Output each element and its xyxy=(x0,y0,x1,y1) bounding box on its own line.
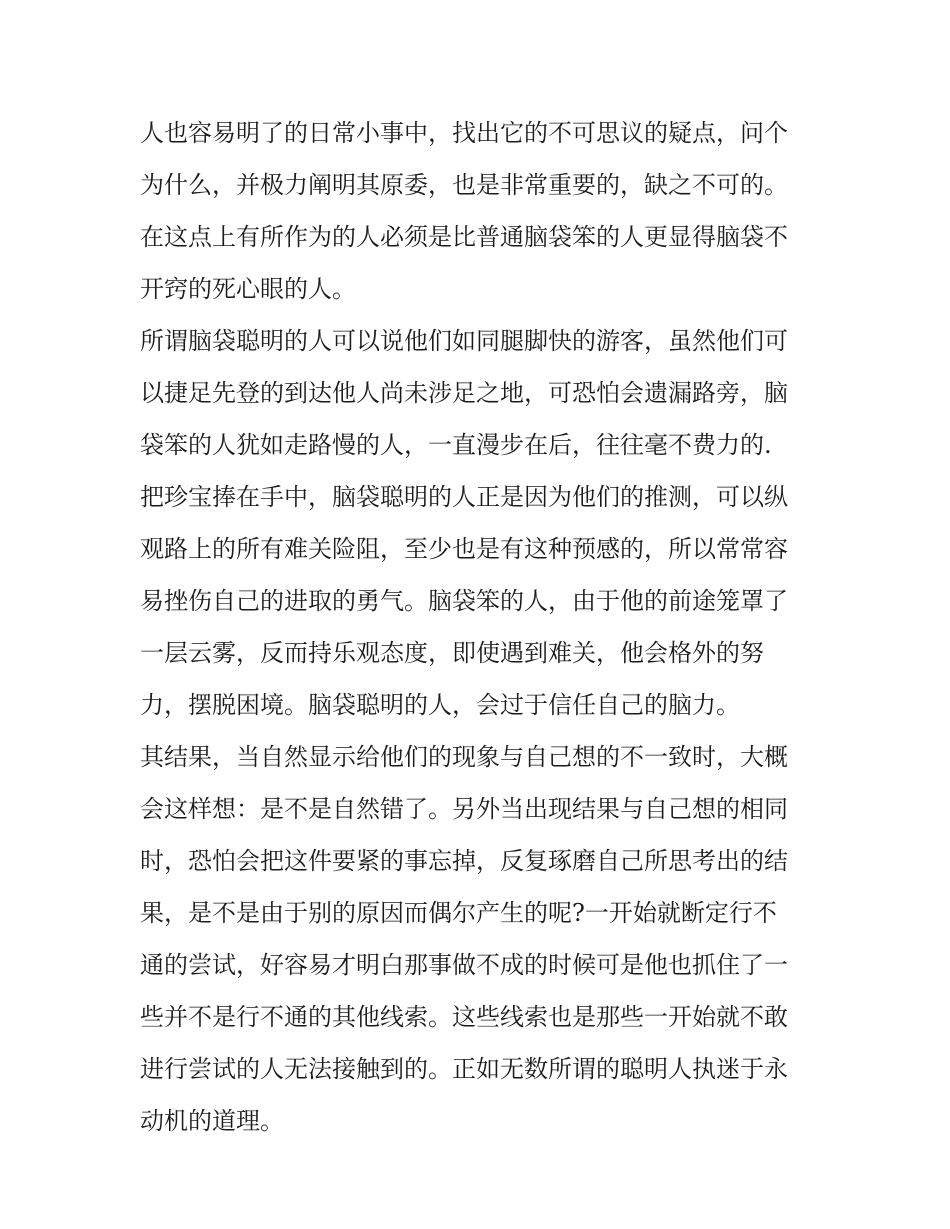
text-line: 为什么，并极力阐明其原委，也是非常重要的，缺之不可的。 xyxy=(140,171,788,199)
text-line: 力，摆脱困境。脑袋聪明的人，会过于信任自己的脑力。 xyxy=(140,691,740,719)
body-text xyxy=(140,107,830,1147)
text-line: 人也容易明了的日常小事中，找出它的不可思议的疑点，问个 xyxy=(140,119,788,147)
text-line: 易挫伤自己的进取的勇气。脑袋笨的人，由于他的前途笼罩了 xyxy=(140,587,788,615)
text-line: 其结果，当自然显示给他们的现象与自己想的不一致时，大概 xyxy=(140,743,788,771)
text-line: 袋笨的人犹如走路慢的人，一直漫步在后，往往毫不费力的. xyxy=(140,431,772,459)
text-line: 会这样想：是不是自然错了。另外当出现结果与自己想的相同 xyxy=(140,795,788,823)
text-line: 果，是不是由于别的原因而偶尔产生的呢?一开始就断定行不 xyxy=(140,899,777,927)
text-line: 在这点上有所作为的人必须是比普通脑袋笨的人更显得脑袋不 xyxy=(140,223,788,251)
text-line: 以捷足先登的到达他人尚未涉足之地，可恐怕会遗漏路旁，脑 xyxy=(140,379,788,407)
text-line: 一层云雾，反而持乐观态度，即使遇到难关，他会格外的努 xyxy=(140,639,764,667)
text-line: 开窍的死心眼的人。 xyxy=(140,275,356,303)
text-line: 把珍宝捧在手中，脑袋聪明的人正是因为他们的推测，可以纵 xyxy=(140,483,788,511)
text-line: 进行尝试的人无法接触到的。正如无数所谓的聪明人执迷于永 xyxy=(140,1055,788,1083)
text-line: 所谓脑袋聪明的人可以说他们如同腿脚快的游客，虽然他们可 xyxy=(140,327,788,355)
text-line: 时，恐怕会把这件要紧的事忘掉，反复琢磨自己所思考出的结 xyxy=(140,847,788,875)
text-line: 通的尝试，好容易才明白那事做不成的时候可是他也抓住了一 xyxy=(140,951,788,979)
text-line: 动机的道理。 xyxy=(140,1107,284,1135)
text-line: 些并不是行不通的其他线索。这些线索也是那些一开始就不敢 xyxy=(140,1003,788,1031)
text-line: 观路上的所有难关险阻，至少也是有这种预感的，所以常常容 xyxy=(140,535,788,563)
